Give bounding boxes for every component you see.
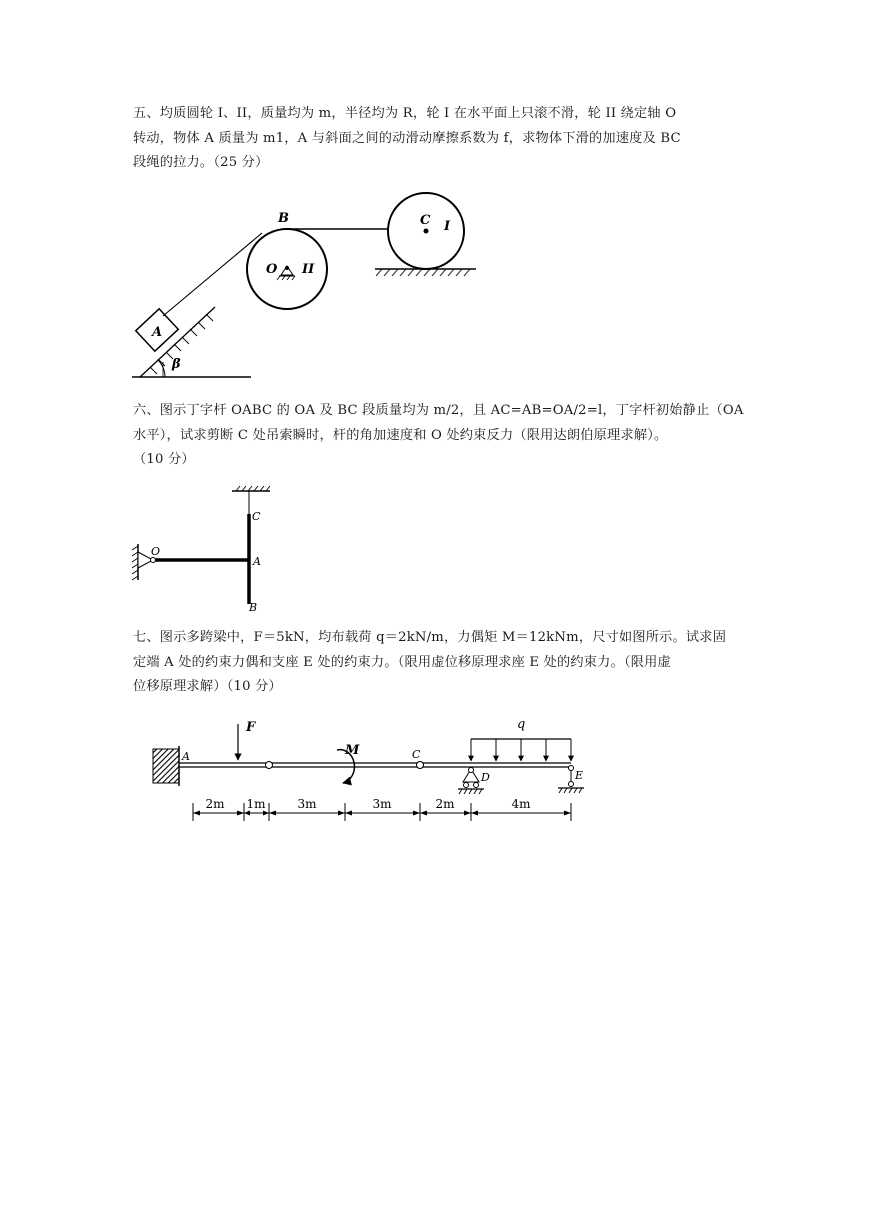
- label-I: I: [444, 219, 451, 234]
- problem-7-line-2: 定端 A 处的约束力偶和支座 E 处的约束力。（限用虚位移原理求座 E 处的约束力。（限用虚: [133, 654, 671, 670]
- problem-5-line-2: 转动，物体 A 质量为 m1，A 与斜面之间的动滑动摩擦系数为 f，求物体下滑的加速度及 BC: [133, 130, 681, 146]
- label-F: F: [246, 720, 256, 735]
- dim-1m: 1m: [246, 797, 266, 811]
- label-M: M: [345, 743, 360, 758]
- dim-4m: 4m: [511, 797, 531, 811]
- label-C: C: [252, 510, 261, 523]
- label-C: C: [412, 748, 421, 761]
- label-q: q: [517, 717, 526, 732]
- dim-2m-b: 2m: [435, 797, 455, 811]
- label-A: A: [182, 750, 190, 763]
- problem-6-line-2: 水平），试求剪断 C 处吊索瞬时，杆的角加速度和 O 处约束反力（限用达朗伯原理求解）。: [133, 427, 668, 443]
- problem-7-line-1: 七、图示多跨梁中，F＝5kN，均布载荷 q＝2kN/m，力偶矩 M＝12kNm，尺寸如图所示。试求固: [133, 630, 727, 645]
- dim-2m-a: 2m: [205, 797, 225, 811]
- label-D: D: [481, 771, 490, 784]
- label-A: A: [253, 555, 261, 568]
- label-B: B: [249, 601, 258, 614]
- label-beta: β: [172, 357, 181, 372]
- problem-6-line-1: 六、图示丁字杆 OABC 的 OA 及 BC 段质量均为 m/2，且 AC=AB=OA/2=l，丁字杆初始静止（OA: [133, 403, 744, 418]
- label-E: E: [575, 769, 584, 782]
- label-B: B: [278, 211, 289, 226]
- problem-6-line-3: （10 分）: [133, 452, 195, 467]
- label-C: C: [420, 213, 431, 228]
- problem-5-line-1: 五、均质圆轮 I、II，质量均为 m，半径均为 R，轮 I 在水平面上只滚不滑，轮 II 绕定轴 O: [133, 106, 677, 121]
- problem-7-line-3: 位移原理求解）（10 分）: [133, 679, 282, 694]
- dim-3m-b: 3m: [372, 797, 392, 811]
- label-O: O: [151, 545, 161, 558]
- label-A: A: [152, 325, 163, 340]
- problem-5-line-3: 段绳的拉力。（25 分）: [133, 155, 269, 170]
- dim-3m-a: 3m: [297, 797, 317, 811]
- label-II: II: [302, 262, 315, 277]
- label-O: O: [266, 262, 278, 277]
